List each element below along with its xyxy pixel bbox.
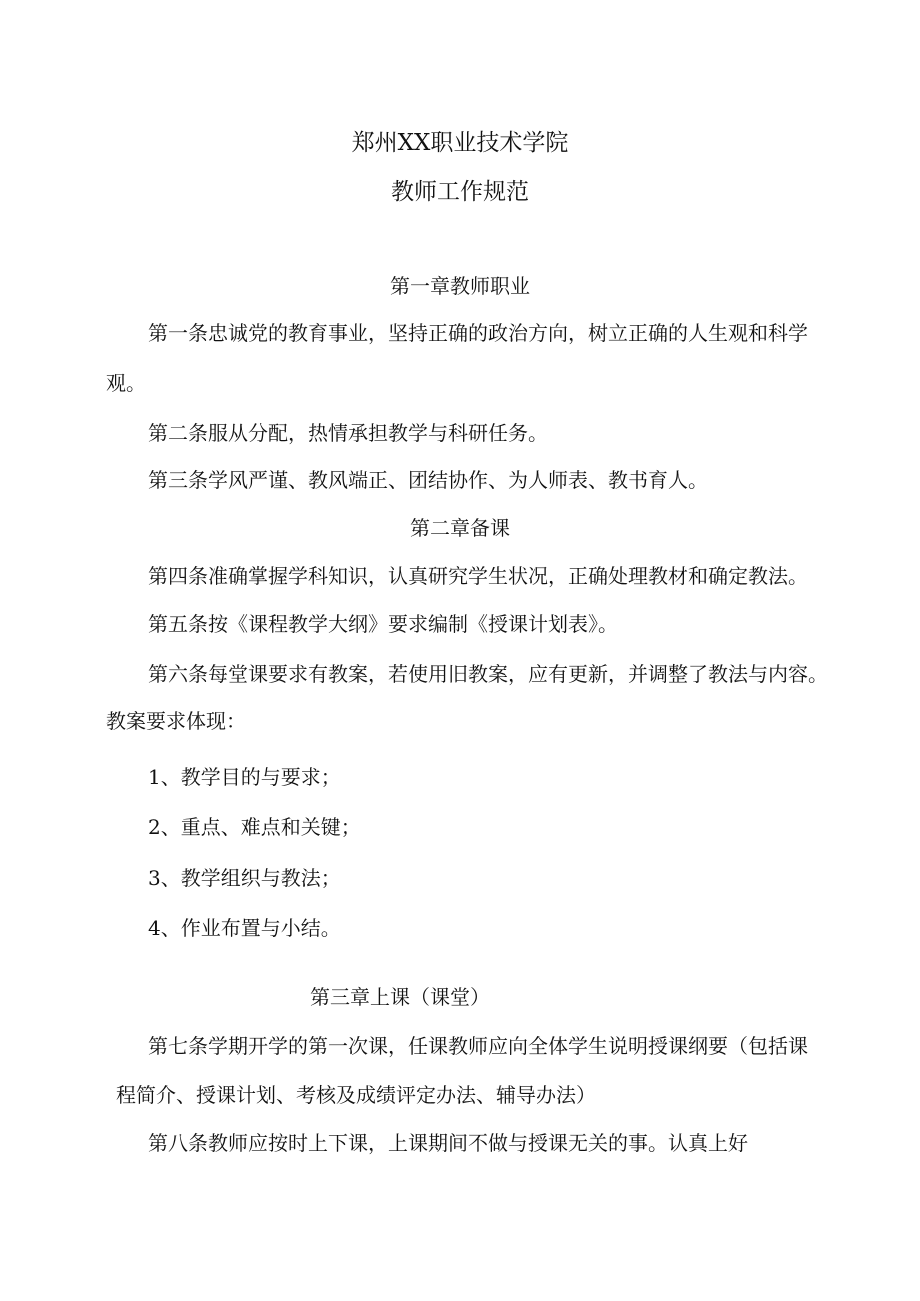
article4: 第四条准确掌握学科知识，认真研究学生状况，正确处理教材和确定教法。 — [148, 564, 808, 588]
article7-line2: 程简介、授课计划、考核及成绩评定办法、辅导办法） — [116, 1083, 596, 1107]
article1-line1: 第一条忠诚党的教育事业，坚持正确的政治方向，树立正确的人生观和科学 — [148, 321, 808, 345]
chapter3-heading: 第三章上课（课堂） — [310, 985, 490, 1009]
document-title-line1: 郑州XX职业技术学院 — [351, 130, 569, 156]
list-item: 4、作业布置与小结。 — [148, 916, 341, 940]
article6-line1: 第六条每堂课要求有教案，若使用旧教案，应有更新，并调整了教法与内容。 — [148, 662, 828, 686]
chapter1-heading: 第一章教师职业 — [390, 274, 530, 298]
document-title-line2: 教师工作规范 — [391, 179, 529, 205]
list-item: 3、教学组织与教法； — [148, 866, 341, 890]
list-item: 1、教学目的与要求； — [148, 765, 341, 789]
article6-line2: 教案要求体现： — [106, 709, 246, 733]
chapter2-heading: 第二章备课 — [410, 516, 510, 540]
article3: 第三条学风严谨、教风端正、团结协作、为人师表、教书育人。 — [148, 468, 708, 492]
article7-line1: 第七条学期开学的第一次课，任课教师应向全体学生说明授课纲要（包括课 — [148, 1034, 808, 1058]
article8-line1: 第八条教师应按时上下课，上课期间不做与授课无关的事。认真上好 — [148, 1131, 748, 1155]
article5: 第五条按《课程教学大纲》要求编制《授课计划表》。 — [148, 612, 618, 636]
article1-line2: 观。 — [106, 371, 146, 395]
article2: 第二条服从分配，热情承担教学与科研任务。 — [148, 421, 548, 445]
list-item: 2、重点、难点和关键； — [148, 815, 361, 839]
